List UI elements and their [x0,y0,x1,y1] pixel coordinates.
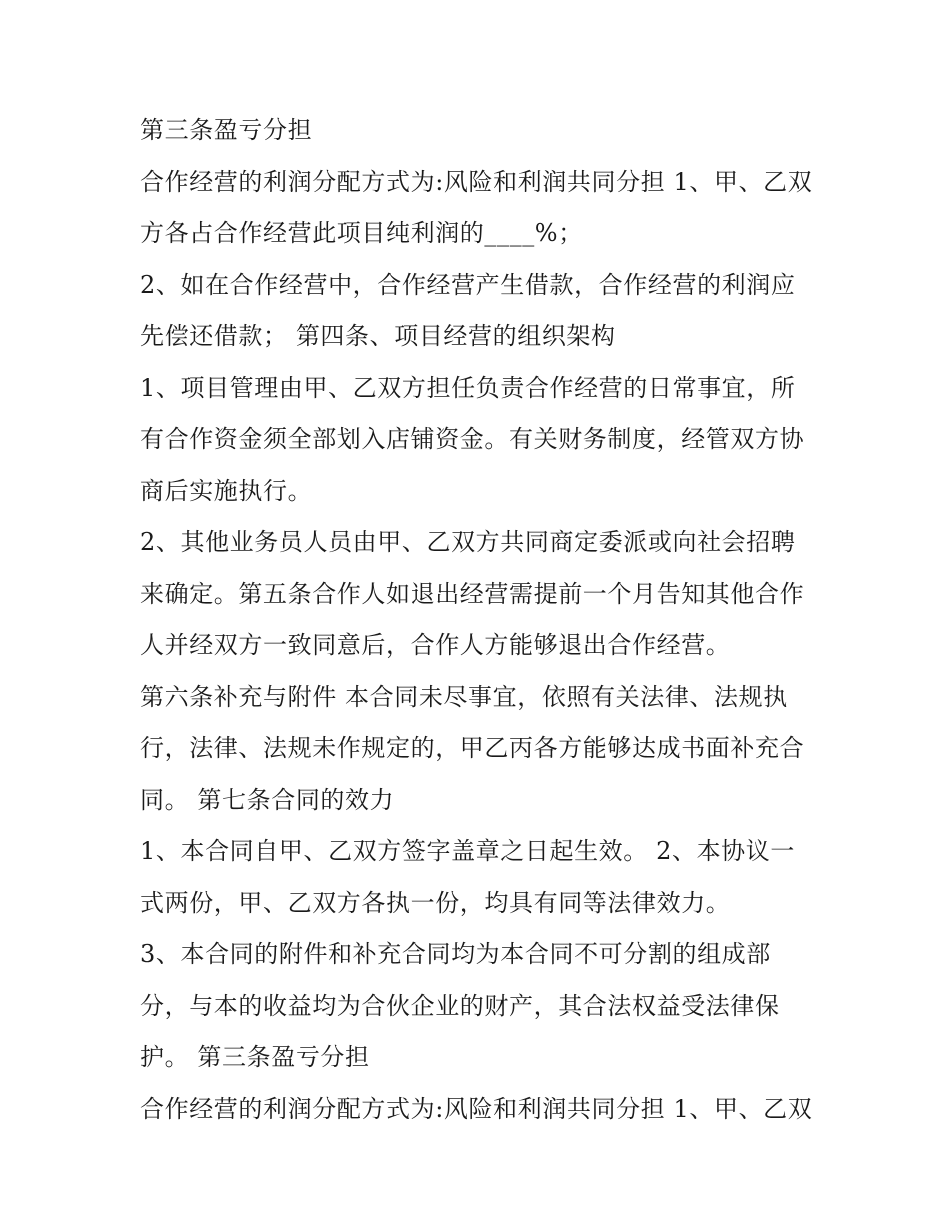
text-line: 第六条补充与附件 本合同未尽事宜，依照有关法律、法规执 [140,683,788,711]
text-line: 同。 第七条合同的效力 [140,786,395,814]
text-line: 第三条盈亏分担 [140,116,313,144]
text-line: 分，与本的收益均为合伙企业的财产，其合法权益受法律保 [140,992,780,1020]
text-line: 人并经双方一致同意后，合作人方能够退出合作经营。 [140,631,731,659]
text-line: 商后实施执行。 [140,477,313,505]
text-line: 来确定。第五条合作人如退出经营需提前一个月告知其他合作 [140,580,805,608]
text-line: 有合作资金须全部划入店铺资金。有关财务制度，经管双方协 [140,425,805,453]
text-line: 护。 第三条盈亏分担 [140,1043,370,1071]
text-line: 2、其他业务员人员由甲、乙双方共同商定委派或向社会招聘 [140,528,796,556]
text-line: 1、本合同自甲、乙双方签字盖章之日起生效。 2、本协议一 [140,837,795,865]
text-line: 方各占合作经营此项目纯利润的____%； [140,219,583,247]
text-line: 先偿还借款； 第四条、项目经营的组织架构 [140,322,616,350]
text-line: 2、如在合作经营中，合作经营产生借款，合作经营的利润应 [140,271,796,299]
text-line: 式两份，甲、乙双方各执一份，均具有同等法律效力。 [140,889,731,917]
text-line: 行，法律、法规未作规定的，甲乙丙各方能够达成书面补充合 [140,734,805,762]
text-line: 合作经营的利润分配方式为:风险和利润共同分担 1、甲、乙双 [140,168,813,196]
text-line: 合作经营的利润分配方式为:风险和利润共同分担 1、甲、乙双 [140,1095,813,1123]
text-line: 3、本合同的附件和补充合同均为本合同不可分割的组成部 [140,940,771,968]
text-line: 1、项目管理由甲、乙双方担任负责合作经营的日常事宜，所 [140,374,796,402]
